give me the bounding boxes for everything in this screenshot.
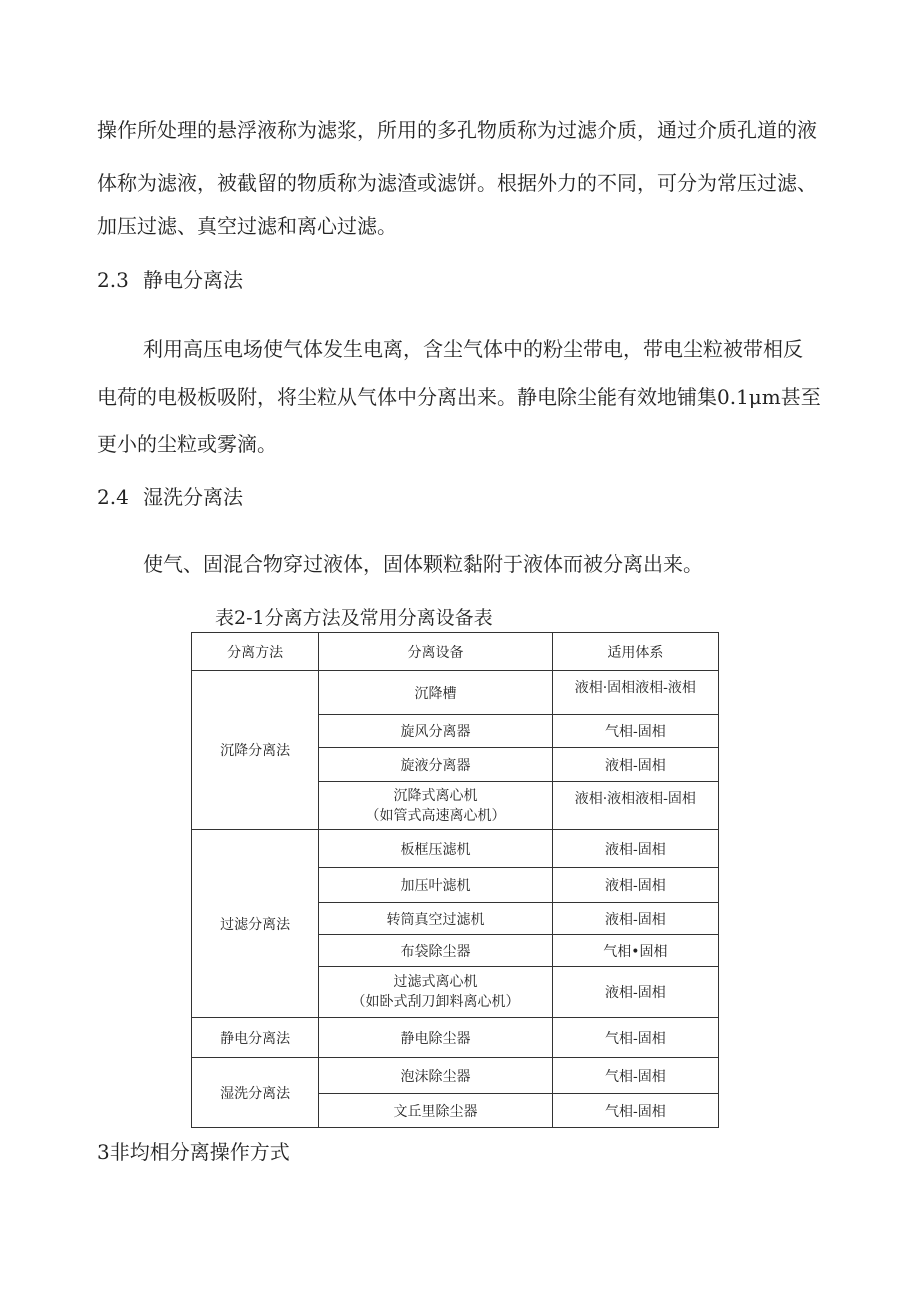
device-cell: 文丘里除尘器 <box>319 1094 552 1128</box>
para1-line-1: 操作所处理的悬浮液称为滤浆，所用的多孔物质称为过滤介质，通过介质孔道的液 <box>97 118 817 142</box>
system-cell: 液相-固相 <box>552 748 718 782</box>
method-cell: 湿洗分离法 <box>192 1058 319 1128</box>
para1-line-2: 体称为滤液，被截留的物质称为滤渣或滤饼。根据外力的不同，可分为常压过滤、 <box>97 171 817 195</box>
system-cell: 气相-固相 <box>552 1018 718 1058</box>
device-cell: 布袋除尘器 <box>319 935 552 967</box>
system-cell: 液相·固相液相-液相 <box>552 671 718 715</box>
header-system: 适用体系 <box>552 633 718 671</box>
table-row <box>192 1058 719 1094</box>
method-cell: 静电分离法 <box>192 1018 319 1058</box>
header-method: 分离方法 <box>192 633 319 671</box>
device-line-2: （如管式高速离心机） <box>365 807 506 824</box>
header-device: 分离设备 <box>319 633 552 671</box>
system-cell: 气相-固相 <box>552 1058 718 1094</box>
system-cell: 气相•固相 <box>552 935 718 967</box>
device-cell: 沉降槽 <box>319 671 552 715</box>
para3: 使气、固混合物穿过液体，固体颗粒黏附于液体而被分离出来。 <box>143 552 703 576</box>
system-cell: 液相·液相液相-固相 <box>552 782 718 830</box>
system-cell: 液相-固相 <box>552 967 718 1018</box>
method-cell: 沉降分离法 <box>192 671 319 830</box>
separation-table <box>191 632 719 1128</box>
device-cell: 加压叶滤机 <box>319 868 552 903</box>
device-cell: 板框压滤机 <box>319 830 552 868</box>
device-cell: 静电除尘器 <box>319 1018 552 1058</box>
table-row <box>192 830 719 868</box>
system-cell: 气相-固相 <box>552 1094 718 1128</box>
section-2-3-title: 静电分离法 <box>143 268 243 292</box>
para2-line-1: 利用高压电场使气体发生电离，含尘气体中的粉尘带电，带电尘粒被带相反 <box>143 337 803 361</box>
device-line-2: （如卧式刮刀卸料离心机） <box>351 994 520 1010</box>
device-cell: 转筒真空过滤机 <box>319 903 552 935</box>
method-cell: 过滤分离法 <box>192 830 319 1018</box>
section-2-4-title: 湿洗分离法 <box>143 485 243 509</box>
device-cell: 泡沫除尘器 <box>319 1058 552 1094</box>
table-row <box>192 671 719 715</box>
device-cell: 旋风分离器 <box>319 715 552 748</box>
table-caption: 表2-1分离方法及常用分离设备表 <box>215 607 493 629</box>
section-2-4-number: 2.4 <box>97 485 129 509</box>
system-cell: 气相-固相 <box>552 715 718 748</box>
system-cell: 液相-固相 <box>552 868 718 903</box>
section-3-heading: 3非均相分离操作方式 <box>97 1140 290 1164</box>
device-line-1: 沉降式离心机 <box>393 787 478 804</box>
section-2-3-number: 2.3 <box>97 268 129 292</box>
device-line-1: 过滤式离心机 <box>393 974 478 990</box>
device-cell <box>319 782 552 830</box>
table-header-row <box>192 633 719 671</box>
device-cell <box>319 967 552 1018</box>
device-cell: 旋液分离器 <box>319 748 552 782</box>
para2-line-3: 更小的尘粒或雾滴。 <box>97 432 277 456</box>
para2-line-2: 电荷的电极板吸附，将尘粒从气体中分离出来。静电除尘能有效地铺集0.1μm甚至 <box>97 385 821 409</box>
system-cell: 液相-固相 <box>552 830 718 868</box>
section-2-4-heading <box>97 485 243 509</box>
table-row <box>192 1018 719 1058</box>
system-cell: 液相-固相 <box>552 903 718 935</box>
section-2-3-heading <box>97 268 243 292</box>
para1-line-3: 加压过滤、真空过滤和离心过滤。 <box>97 214 397 238</box>
